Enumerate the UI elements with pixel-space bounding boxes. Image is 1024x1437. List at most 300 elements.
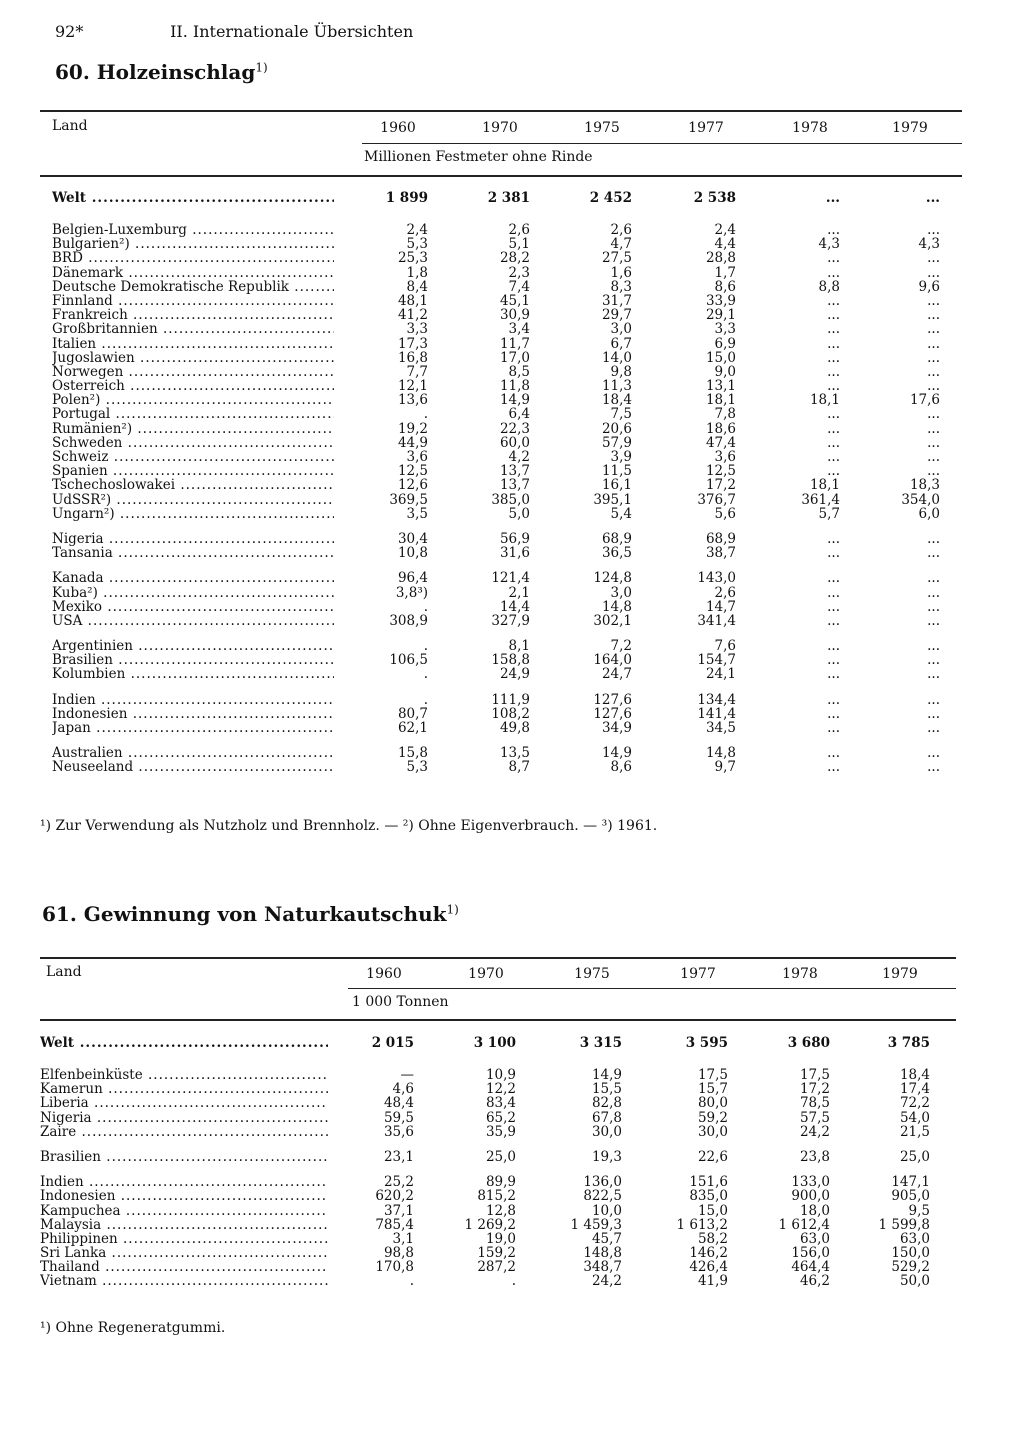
cell-1960: 10,8 bbox=[397, 545, 428, 562]
country-name: Norwegen ..... bbox=[52, 365, 334, 379]
table-row bbox=[0, 721, 1024, 735]
table61-year-1970: 1970 bbox=[468, 966, 504, 982]
cell-1970: 4,2 bbox=[508, 449, 530, 465]
cell-1979: 18,3 bbox=[909, 477, 940, 494]
cell-1970: 45,1 bbox=[499, 292, 530, 309]
cell-1975: 27,5 bbox=[601, 250, 632, 267]
cell-1978: 18,1 bbox=[809, 392, 840, 409]
cell-1977: 835,0 bbox=[689, 1188, 728, 1205]
cell-1975: 45,7 bbox=[591, 1230, 622, 1247]
cell-1975: 302,1 bbox=[593, 612, 632, 629]
country-name: Deutsche Demokratische Republik ..... bbox=[52, 280, 334, 294]
table-row bbox=[0, 223, 1024, 237]
cell-1977: 17,5 bbox=[697, 1067, 728, 1083]
cell-1978: 23,8 bbox=[799, 1148, 830, 1165]
cell-1977: 341,4 bbox=[697, 612, 736, 629]
table-row bbox=[0, 693, 1024, 707]
table-row bbox=[0, 478, 1024, 492]
cell-1975: 395,1 bbox=[593, 491, 632, 508]
cell-1978: 18,0 bbox=[799, 1202, 830, 1219]
table-row bbox=[0, 1125, 1024, 1139]
cell-1978: ... bbox=[827, 222, 840, 238]
table-row bbox=[0, 586, 1024, 600]
cell-1979: 4,3 bbox=[918, 236, 940, 253]
table-row bbox=[0, 1029, 1024, 1057]
cell-1975: 8,6 bbox=[610, 759, 632, 776]
cell-1960: 19,2 bbox=[397, 420, 428, 437]
cell-1970: 35,9 bbox=[485, 1123, 516, 1140]
table-row bbox=[0, 1232, 1024, 1246]
cell-1960: 3,6 bbox=[406, 449, 428, 465]
cell-1978: ... bbox=[827, 666, 840, 683]
cell-1960: 23,1 bbox=[383, 1148, 414, 1165]
table-row bbox=[0, 746, 1024, 760]
cell-1979: ... bbox=[927, 292, 940, 309]
table-row bbox=[0, 614, 1024, 628]
cell-1978: 464,4 bbox=[791, 1259, 830, 1276]
cell-1977: 14,7 bbox=[705, 598, 736, 615]
cell-1970: 11,8 bbox=[499, 378, 530, 395]
cell-1970: 108,2 bbox=[491, 705, 530, 722]
cell-1970: 2,3 bbox=[508, 264, 530, 281]
table-row bbox=[0, 1260, 1024, 1274]
table61-year-1977: 1977 bbox=[680, 966, 716, 982]
cell-1970: 28,2 bbox=[499, 250, 530, 267]
cell-1978: 18,1 bbox=[809, 477, 840, 494]
cell-1977: 15,7 bbox=[697, 1081, 728, 1098]
country-name: Australien ..... bbox=[52, 746, 334, 760]
cell-1970: 385,0 bbox=[491, 491, 530, 508]
cell-1975: 124,8 bbox=[593, 570, 632, 587]
cell-1977: 58,2 bbox=[697, 1230, 728, 1247]
cell-1960: 170,8 bbox=[375, 1259, 414, 1276]
table60-body bbox=[0, 184, 1024, 775]
cell-1977: 143,0 bbox=[697, 570, 736, 587]
cell-1978: ... bbox=[827, 378, 840, 395]
table61-year-1978: 1978 bbox=[782, 966, 818, 982]
table61-title-footnote: 1) bbox=[446, 902, 459, 917]
cell-1975: 4,7 bbox=[610, 236, 632, 253]
cell-1979: 17,6 bbox=[909, 392, 940, 409]
cell-1975: 14,0 bbox=[601, 349, 632, 366]
table-row bbox=[0, 322, 1024, 336]
cell-1975: 7,2 bbox=[610, 638, 632, 655]
cell-1970: 8,1 bbox=[508, 638, 530, 655]
cell-1975: 14,8 bbox=[601, 598, 632, 615]
country-name: Vietnam ..... bbox=[40, 1274, 328, 1288]
cell-1960: 80,7 bbox=[397, 705, 428, 722]
cell-1979: 63,0 bbox=[899, 1230, 930, 1247]
cell-1975: 3 315 bbox=[579, 1035, 622, 1051]
cell-1979: 9,5 bbox=[908, 1202, 930, 1219]
cell-1978: 17,5 bbox=[799, 1067, 830, 1083]
cell-1977: 7,8 bbox=[714, 406, 736, 423]
table-row bbox=[0, 1204, 1024, 1218]
cell-1970: 12,8 bbox=[485, 1202, 516, 1219]
cell-1960: . bbox=[423, 598, 428, 615]
cell-1970: 5,0 bbox=[508, 505, 530, 522]
country-name: Kamerun ..... bbox=[40, 1082, 328, 1096]
table-row bbox=[0, 639, 1024, 653]
cell-1979: 150,0 bbox=[891, 1245, 930, 1262]
cell-1978: ... bbox=[827, 705, 840, 722]
cell-1975: 136,0 bbox=[583, 1174, 622, 1191]
cell-1977: 3 595 bbox=[685, 1035, 728, 1051]
cell-1975: 2 452 bbox=[589, 190, 632, 206]
cell-1960: — bbox=[400, 1067, 414, 1083]
cell-1978: ... bbox=[827, 250, 840, 267]
cell-1970: 14,9 bbox=[499, 392, 530, 409]
cell-1978: 63,0 bbox=[799, 1230, 830, 1247]
table61-year-1979: 1979 bbox=[882, 966, 918, 982]
cell-1979: ... bbox=[927, 406, 940, 423]
cell-1979: 354,0 bbox=[901, 491, 940, 508]
cell-1960: 12,5 bbox=[397, 463, 428, 480]
country-name: Finnland ..... bbox=[52, 294, 334, 308]
cell-1978: ... bbox=[827, 545, 840, 562]
cell-1970: 158,8 bbox=[491, 652, 530, 669]
table60-title bbox=[55, 60, 268, 84]
cell-1977: 17,2 bbox=[705, 477, 736, 494]
table61-title bbox=[42, 902, 459, 926]
cell-1975: 8,3 bbox=[610, 278, 632, 295]
cell-1979: ... bbox=[927, 250, 940, 267]
cell-1970: 60,0 bbox=[499, 434, 530, 451]
table-row bbox=[0, 1189, 1024, 1203]
cell-1975: 57,9 bbox=[601, 434, 632, 451]
cell-1977: 146,2 bbox=[689, 1245, 728, 1262]
cell-1970: 13,7 bbox=[499, 477, 530, 494]
cell-1978: ... bbox=[827, 434, 840, 451]
country-name: Jugoslawien ..... bbox=[52, 351, 334, 365]
cell-1979: 529,2 bbox=[891, 1259, 930, 1276]
cell-1979: ... bbox=[927, 349, 940, 366]
country-name: Schweiz ..... bbox=[52, 450, 334, 464]
cell-1970: 5,1 bbox=[508, 236, 530, 253]
cell-1970: 3,4 bbox=[508, 321, 530, 338]
cell-1970: 159,2 bbox=[477, 1245, 516, 1262]
country-name: Malaysia ..... bbox=[40, 1218, 328, 1232]
table60-footnote: ¹) Zur Verwendung als Nutzholz und Brennholz. — ²) Ohne Eigenverbrauch. — ³) 1961. bbox=[40, 818, 658, 834]
cell-1979: ... bbox=[927, 612, 940, 629]
table61-head-rule bbox=[40, 1019, 956, 1021]
cell-1977: 34,5 bbox=[705, 720, 736, 736]
cell-1977: 22,6 bbox=[697, 1148, 728, 1165]
cell-1977: 12,5 bbox=[705, 463, 736, 480]
cell-1975: 148,8 bbox=[583, 1245, 622, 1262]
cell-1960: 4,6 bbox=[392, 1081, 414, 1098]
cell-1979: ... bbox=[927, 222, 940, 238]
cell-1960: 12,1 bbox=[397, 378, 428, 395]
cell-1978: ... bbox=[827, 530, 840, 547]
cell-1979: ... bbox=[927, 307, 940, 324]
cell-1960: 25,3 bbox=[397, 250, 428, 267]
cell-1975: 68,9 bbox=[601, 530, 632, 547]
table-row bbox=[0, 546, 1024, 560]
cell-1977: 38,7 bbox=[705, 545, 736, 562]
country-name: Polen²) ..... bbox=[52, 393, 334, 407]
cell-1975: 29,7 bbox=[601, 307, 632, 324]
country-name: Liberia ..... bbox=[40, 1096, 328, 1110]
country-name: Kanada ..... bbox=[52, 571, 334, 585]
cell-1977: 15,0 bbox=[697, 1202, 728, 1219]
country-name: Tschechoslowakei ..... bbox=[52, 478, 334, 492]
country-name: Frankreich ..... bbox=[52, 308, 334, 322]
country-name: Dänemark ..... bbox=[52, 266, 334, 280]
cell-1975: 9,8 bbox=[610, 363, 632, 380]
table60-year-1978: 1978 bbox=[792, 120, 828, 136]
cell-1975: 20,6 bbox=[601, 420, 632, 437]
country-name: Spanien ..... bbox=[52, 464, 334, 478]
cell-1960: 1,8 bbox=[406, 264, 428, 281]
chapter-title: II. Internationale Übersichten bbox=[170, 22, 414, 41]
cell-1970: 17,0 bbox=[499, 349, 530, 366]
table-row bbox=[0, 422, 1024, 436]
cell-1978: 24,2 bbox=[799, 1123, 830, 1140]
cell-1970: 6,4 bbox=[508, 406, 530, 423]
country-name: USA ..... bbox=[52, 614, 334, 628]
cell-1979: 6,0 bbox=[918, 505, 940, 522]
cell-1960: 59,5 bbox=[383, 1109, 414, 1126]
cell-1979: ... bbox=[927, 378, 940, 395]
table61-year-1960: 1960 bbox=[366, 966, 402, 982]
cell-1978: 17,2 bbox=[799, 1081, 830, 1098]
table60-head-rule bbox=[40, 175, 962, 177]
country-name: Argentinien ..... bbox=[52, 639, 334, 653]
table61-title-text: 61. Gewinnung von Naturkautschuk bbox=[42, 902, 447, 926]
table60-top-rule bbox=[40, 110, 962, 112]
cell-1960: 25,2 bbox=[383, 1174, 414, 1191]
cell-1979: ... bbox=[927, 652, 940, 669]
cell-1975: 348,7 bbox=[583, 1259, 622, 1276]
cell-1970: 121,4 bbox=[491, 570, 530, 587]
cell-1978: ... bbox=[827, 691, 840, 708]
cell-1975: 3,0 bbox=[610, 584, 632, 601]
table-row bbox=[0, 379, 1024, 393]
cell-1979: ... bbox=[925, 190, 940, 206]
cell-1970: 13,7 bbox=[499, 463, 530, 480]
cell-1977: 154,7 bbox=[697, 652, 736, 669]
cell-1977: 28,8 bbox=[705, 250, 736, 267]
country-name: Welt ..... bbox=[52, 184, 334, 212]
cell-1978: ... bbox=[827, 570, 840, 587]
cell-1977: 41,9 bbox=[697, 1273, 728, 1290]
cell-1970: 13,5 bbox=[499, 745, 530, 762]
cell-1978: ... bbox=[827, 463, 840, 480]
cell-1970: 11,7 bbox=[499, 335, 530, 352]
cell-1979: 50,0 bbox=[899, 1273, 930, 1290]
cell-1960: 1 899 bbox=[385, 190, 428, 206]
table61-top-rule bbox=[40, 957, 956, 959]
cell-1960: 15,8 bbox=[397, 745, 428, 762]
cell-1960: 7,7 bbox=[406, 363, 428, 380]
table-row bbox=[0, 1111, 1024, 1125]
cell-1977: 29,1 bbox=[705, 307, 736, 324]
cell-1977: 151,6 bbox=[689, 1174, 728, 1191]
page-number: 92* bbox=[55, 22, 84, 41]
cell-1979: ... bbox=[927, 745, 940, 762]
cell-1975: 31,7 bbox=[601, 292, 632, 309]
cell-1978: 8,8 bbox=[818, 278, 840, 295]
cell-1979: 3 785 bbox=[887, 1035, 930, 1051]
cell-1970: 65,2 bbox=[485, 1109, 516, 1126]
cell-1978: 156,0 bbox=[791, 1245, 830, 1262]
table-row bbox=[0, 1175, 1024, 1189]
cell-1979: ... bbox=[927, 598, 940, 615]
table-row bbox=[0, 653, 1024, 667]
cell-1960: 8,4 bbox=[406, 278, 428, 295]
cell-1978: ... bbox=[827, 638, 840, 655]
cell-1960: 3,8³) bbox=[395, 584, 428, 601]
cell-1979: ... bbox=[927, 666, 940, 683]
cell-1977: 376,7 bbox=[697, 491, 736, 508]
cell-1960: 41,2 bbox=[397, 307, 428, 324]
country-name: Italien ..... bbox=[52, 337, 334, 351]
cell-1960: . bbox=[423, 638, 428, 655]
cell-1975: 1,6 bbox=[610, 264, 632, 281]
cell-1975: 822,5 bbox=[583, 1188, 622, 1205]
cell-1979: 147,1 bbox=[891, 1174, 930, 1191]
country-name: Zaire ..... bbox=[40, 1125, 328, 1139]
cell-1970: 287,2 bbox=[477, 1259, 516, 1276]
table-row bbox=[0, 450, 1024, 464]
table-row bbox=[0, 308, 1024, 322]
table60-title-footnote: 1) bbox=[255, 60, 268, 75]
cell-1979: ... bbox=[927, 705, 940, 722]
table61-unit: 1 000 Tonnen bbox=[352, 994, 449, 1010]
table-row bbox=[0, 532, 1024, 546]
table61-year-1975: 1975 bbox=[574, 966, 610, 982]
country-name: Kolumbien ..... bbox=[52, 667, 334, 681]
cell-1975: 127,6 bbox=[593, 705, 632, 722]
cell-1975: 5,4 bbox=[610, 505, 632, 522]
cell-1960: . bbox=[423, 666, 428, 683]
cell-1978: ... bbox=[827, 652, 840, 669]
cell-1960: 62,1 bbox=[397, 720, 428, 736]
cell-1970: 12,2 bbox=[485, 1081, 516, 1098]
country-name: Brasilien ..... bbox=[52, 653, 334, 667]
table-row bbox=[0, 600, 1024, 614]
table-row bbox=[0, 1082, 1024, 1096]
cell-1978: ... bbox=[827, 264, 840, 281]
country-name: Kuba²) ..... bbox=[52, 586, 334, 600]
cell-1960: 5,3 bbox=[406, 236, 428, 253]
cell-1979: ... bbox=[927, 321, 940, 338]
country-name: Österreich ..... bbox=[52, 379, 334, 393]
country-name: Bulgarien²) ..... bbox=[52, 237, 334, 251]
cell-1978: ... bbox=[827, 420, 840, 437]
cell-1977: 18,1 bbox=[705, 392, 736, 409]
cell-1979: ... bbox=[927, 363, 940, 380]
cell-1977: 80,0 bbox=[697, 1095, 728, 1112]
cell-1960: 3,1 bbox=[392, 1230, 414, 1247]
table-row bbox=[0, 667, 1024, 681]
table-row bbox=[0, 464, 1024, 478]
table-row bbox=[0, 407, 1024, 421]
cell-1977: 18,6 bbox=[705, 420, 736, 437]
table60-land-header: Land bbox=[52, 118, 88, 134]
cell-1970: 14,4 bbox=[499, 598, 530, 615]
table60-year-1979: 1979 bbox=[892, 120, 928, 136]
cell-1960: 30,4 bbox=[397, 530, 428, 547]
cell-1979: ... bbox=[927, 570, 940, 587]
cell-1970: 2 381 bbox=[487, 190, 530, 206]
table-row bbox=[0, 1246, 1024, 1260]
cell-1975: 14,9 bbox=[601, 745, 632, 762]
table-row bbox=[0, 351, 1024, 365]
cell-1975: 11,3 bbox=[601, 378, 632, 395]
cell-1978: 1 612,4 bbox=[778, 1216, 830, 1233]
cell-1979: 72,2 bbox=[899, 1095, 930, 1112]
cell-1970: 89,9 bbox=[485, 1174, 516, 1191]
cell-1979: ... bbox=[927, 545, 940, 562]
cell-1979: ... bbox=[927, 463, 940, 480]
cell-1977: 2,4 bbox=[714, 222, 736, 238]
cell-1960: 96,4 bbox=[397, 570, 428, 587]
cell-1975: 82,8 bbox=[591, 1095, 622, 1112]
cell-1979: ... bbox=[927, 264, 940, 281]
table61-body bbox=[0, 1029, 1024, 1289]
cell-1975: 14,9 bbox=[591, 1067, 622, 1083]
cell-1960: 3,3 bbox=[406, 321, 428, 338]
cell-1960: 106,5 bbox=[389, 652, 428, 669]
cell-1970: 19,0 bbox=[485, 1230, 516, 1247]
cell-1979: ... bbox=[927, 335, 940, 352]
country-name: Neuseeland ..... bbox=[52, 760, 334, 774]
cell-1977: 1,7 bbox=[714, 264, 736, 281]
table-row bbox=[0, 707, 1024, 721]
cell-1979: 9,6 bbox=[918, 278, 940, 295]
cell-1978: ... bbox=[827, 449, 840, 465]
country-name: Ungarn²) ..... bbox=[52, 507, 334, 521]
cell-1977: 6,9 bbox=[714, 335, 736, 352]
cell-1978: 3 680 bbox=[787, 1035, 830, 1051]
cell-1977: 9,0 bbox=[714, 363, 736, 380]
cell-1978: 5,7 bbox=[818, 505, 840, 522]
cell-1979: 21,5 bbox=[899, 1123, 930, 1140]
cell-1970: 1 269,2 bbox=[464, 1216, 516, 1233]
cell-1979: ... bbox=[927, 434, 940, 451]
cell-1977: 68,9 bbox=[705, 530, 736, 547]
table61-unit-rule bbox=[348, 988, 956, 989]
cell-1978: 46,2 bbox=[799, 1273, 830, 1290]
cell-1978: 361,4 bbox=[801, 491, 840, 508]
country-name: Portugal ..... bbox=[52, 407, 334, 421]
country-name: Schweden ..... bbox=[52, 436, 334, 450]
cell-1960: 785,4 bbox=[375, 1216, 414, 1233]
cell-1977: 14,8 bbox=[705, 745, 736, 762]
cell-1960: 620,2 bbox=[375, 1188, 414, 1205]
cell-1978: 57,5 bbox=[799, 1109, 830, 1126]
cell-1970: 111,9 bbox=[491, 691, 530, 708]
cell-1975: 7,5 bbox=[610, 406, 632, 423]
country-name: UdSSR²) ..... bbox=[52, 493, 334, 507]
cell-1975: 16,1 bbox=[601, 477, 632, 494]
table-row bbox=[0, 251, 1024, 265]
table-row bbox=[0, 571, 1024, 585]
cell-1977: 4,4 bbox=[714, 236, 736, 253]
cell-1975: 15,5 bbox=[591, 1081, 622, 1098]
cell-1979: 1 599,8 bbox=[878, 1216, 930, 1233]
cell-1978: ... bbox=[827, 720, 840, 736]
cell-1960: 308,9 bbox=[389, 612, 428, 629]
cell-1977: 15,0 bbox=[705, 349, 736, 366]
cell-1979: ... bbox=[927, 420, 940, 437]
cell-1979: ... bbox=[927, 449, 940, 465]
cell-1977: 33,9 bbox=[705, 292, 736, 309]
table-row bbox=[0, 237, 1024, 251]
country-name: Indonesien ..... bbox=[40, 1189, 328, 1203]
